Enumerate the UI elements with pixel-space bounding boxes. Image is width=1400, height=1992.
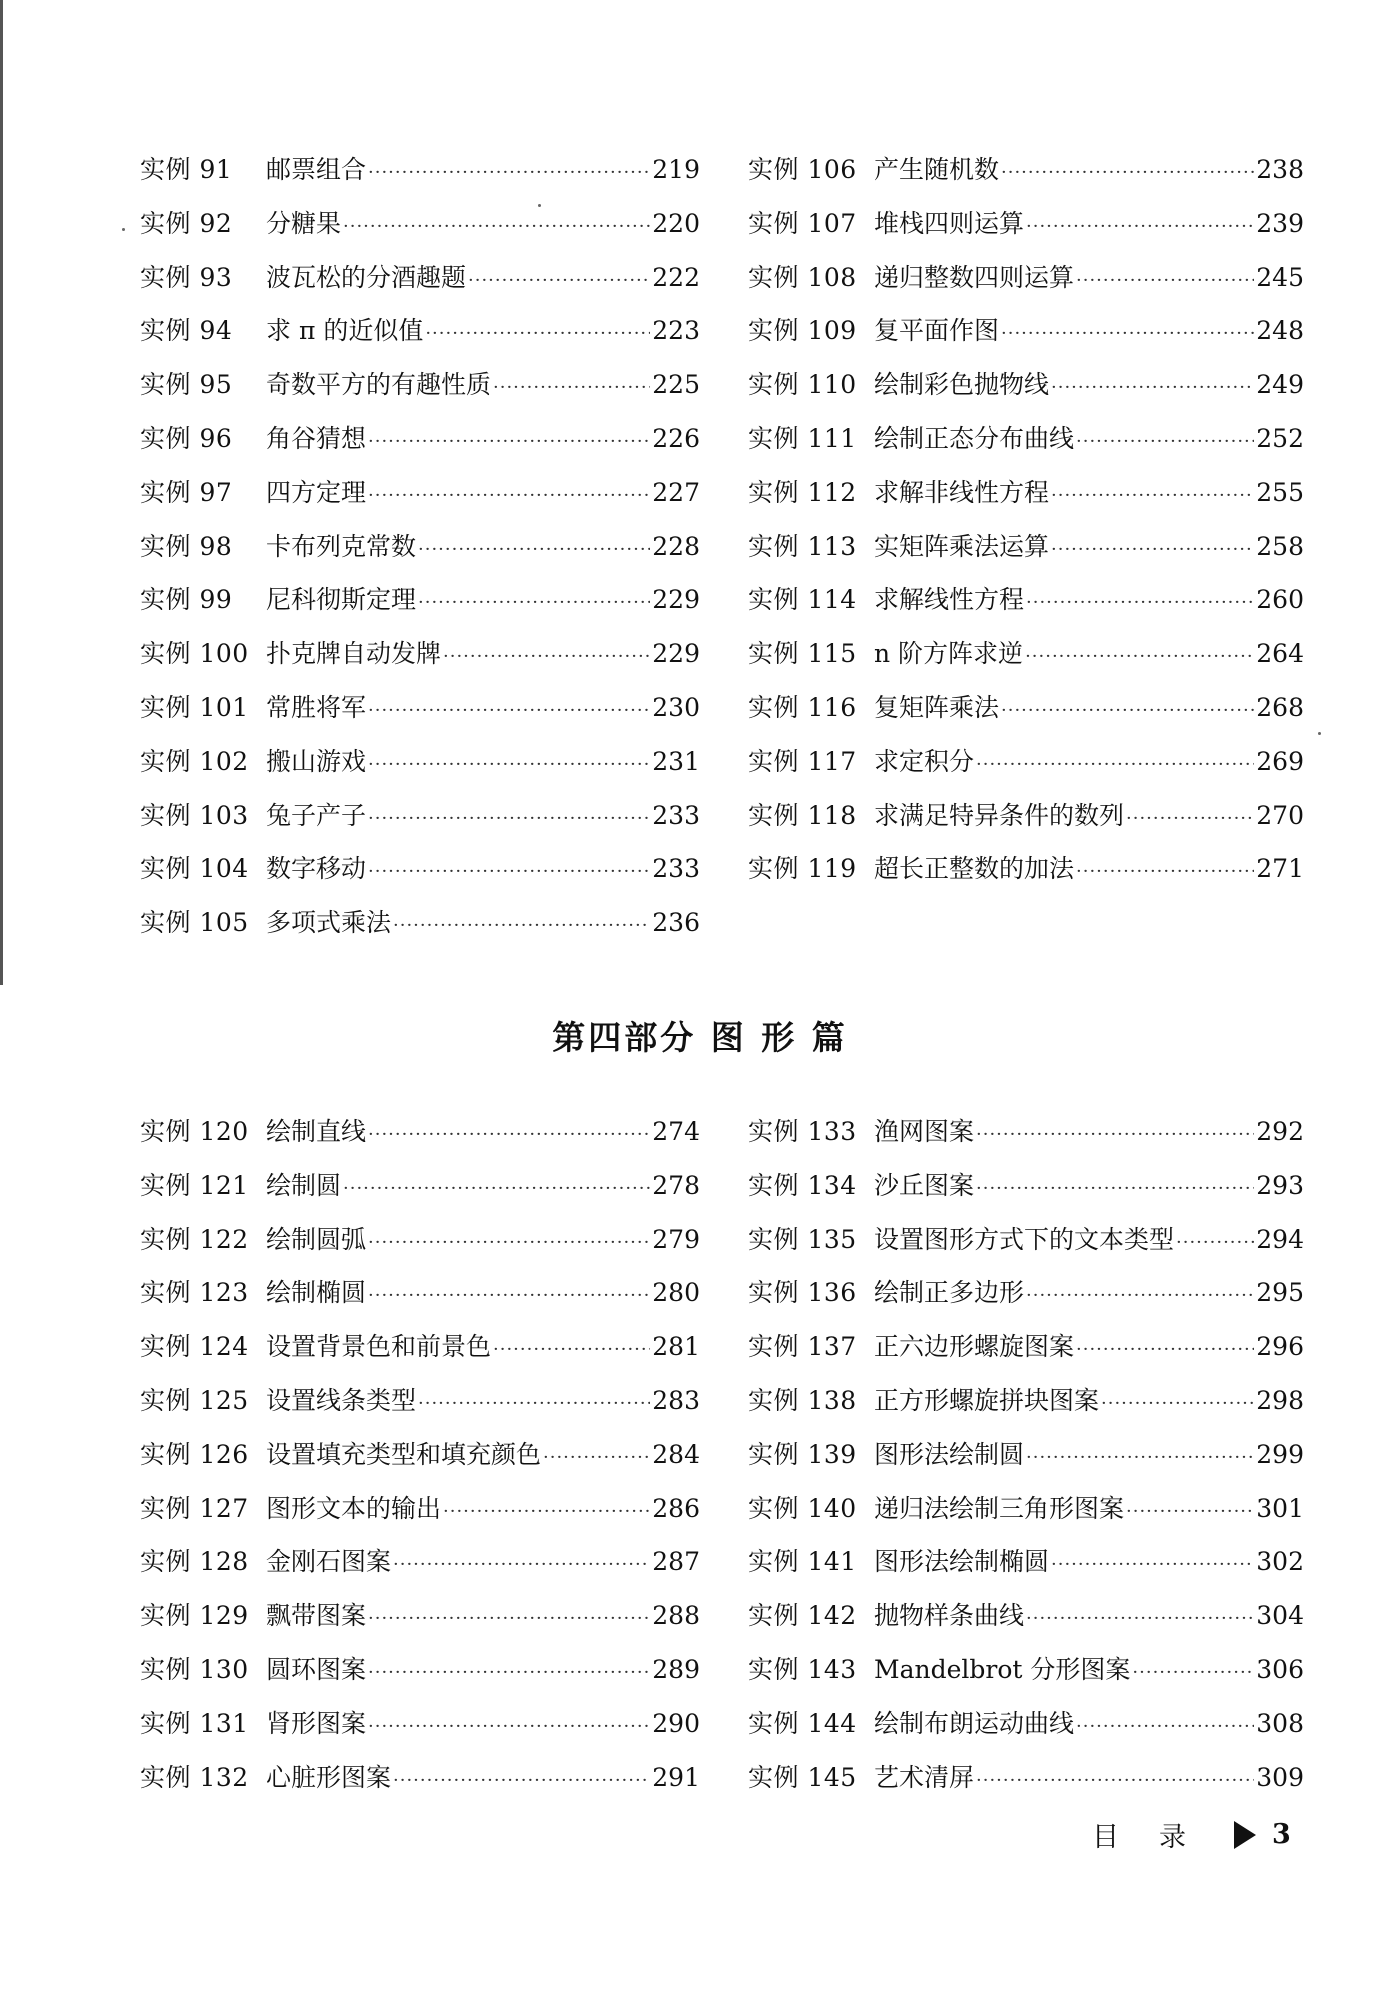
entry-page: 231	[652, 746, 700, 776]
entry-number: 实例 125	[140, 1385, 249, 1415]
entry-page: 278	[652, 1170, 700, 1200]
scan-speck	[1318, 732, 1321, 735]
entry-title: 渔网图案	[874, 1117, 975, 1146]
entry-number: 实例 101	[140, 692, 249, 722]
toc-entry[interactable]	[140, 1542, 700, 1596]
entry-title: 搬山游戏	[266, 746, 367, 776]
entry-page: 298	[1256, 1385, 1304, 1415]
toc-entry[interactable]	[140, 1435, 700, 1489]
entry-number: 实例 136	[748, 1278, 857, 1308]
leader-dots	[1026, 1447, 1254, 1468]
entry-number: 实例 130	[140, 1654, 249, 1684]
entry-page: 228	[652, 531, 700, 561]
entry-title: 金刚石图案	[266, 1547, 392, 1577]
leader-dots	[468, 270, 650, 291]
entry-number: 实例 92	[140, 208, 233, 238]
toc-column-left	[140, 1112, 700, 1811]
entry-page: 227	[652, 477, 700, 507]
entry-page: 271	[1256, 854, 1304, 884]
entry-title: 尼科彻斯定理	[266, 585, 417, 615]
toc-entry[interactable]	[748, 1650, 1304, 1704]
entry-title: 递归整数四则运算	[874, 262, 1075, 292]
scan-speck	[122, 228, 125, 231]
entry-title: 设置图形方式下的文本类型	[874, 1224, 1175, 1254]
entry-number: 实例 91	[140, 155, 233, 184]
leader-dots	[976, 1124, 1254, 1145]
entry-title: 扑克牌自动发牌	[266, 639, 442, 669]
leader-dots	[393, 915, 650, 936]
leader-dots	[976, 1178, 1254, 1199]
entry-number: 实例 120	[140, 1117, 249, 1146]
entry-title: 堆栈四则运算	[874, 208, 1025, 238]
leader-dots	[1076, 270, 1254, 291]
entry-title: 沙丘图案	[874, 1170, 975, 1200]
toc-entry[interactable]	[140, 1381, 700, 1435]
entry-number: 实例 109	[748, 316, 857, 346]
leader-dots	[393, 1554, 650, 1575]
leader-dots	[493, 1339, 650, 1360]
toc-entry[interactable]	[140, 688, 700, 742]
entry-page: 238	[1256, 155, 1304, 184]
leader-dots	[1076, 1339, 1254, 1360]
toc-entry[interactable]	[140, 1596, 700, 1650]
toc-entry[interactable]	[140, 742, 700, 796]
leader-dots	[368, 485, 650, 506]
toc-entry[interactable]	[748, 1758, 1304, 1812]
leader-dots	[1051, 539, 1254, 560]
leader-dots	[1025, 646, 1254, 667]
toc-entry[interactable]	[748, 1596, 1304, 1650]
toc-entry[interactable]	[748, 258, 1304, 312]
entry-page: 294	[1256, 1224, 1304, 1254]
entry-title: 递归法绘制三角形图案	[874, 1493, 1125, 1523]
leader-dots	[1126, 1501, 1254, 1522]
toc-entry[interactable]	[748, 365, 1304, 419]
toc-entry[interactable]	[140, 796, 700, 850]
entry-number: 实例 105	[140, 908, 249, 938]
entry-number: 实例 102	[140, 746, 249, 776]
entry-title: 分糖果	[266, 208, 342, 238]
entry-page: 223	[652, 316, 700, 346]
entry-title: 数字移动	[266, 854, 367, 884]
leader-dots	[368, 1124, 650, 1145]
toc-entry[interactable]	[748, 580, 1304, 634]
entry-title: 卡布列克常数	[266, 531, 417, 561]
toc-entry[interactable]	[140, 365, 700, 419]
entry-number: 实例 133	[748, 1117, 857, 1146]
entry-title: 圆环图案	[266, 1654, 367, 1684]
entry-title: 常胜将军	[266, 692, 367, 722]
leader-dots	[1051, 485, 1254, 506]
toc-entry[interactable]	[140, 849, 700, 903]
leader-dots	[418, 1393, 650, 1414]
toc-entry[interactable]	[140, 311, 700, 365]
toc-entry[interactable]	[748, 527, 1304, 581]
page-edge-rule	[0, 0, 3, 985]
entry-page: 308	[1256, 1708, 1304, 1738]
entry-page: 219	[652, 155, 700, 184]
entry-page: 289	[652, 1654, 700, 1684]
leader-dots	[368, 162, 650, 183]
entry-number: 实例 134	[748, 1170, 857, 1200]
entry-title: 绘制正多边形	[874, 1278, 1025, 1308]
leader-dots	[1076, 431, 1254, 452]
entry-title: 正方形螺旋拼块图案	[874, 1385, 1100, 1415]
toc-column-right	[748, 1112, 1304, 1811]
toc-entry[interactable]	[140, 1273, 700, 1327]
entry-number: 实例 128	[140, 1547, 249, 1577]
leader-dots	[368, 1608, 650, 1629]
page-number: 3	[1272, 1819, 1291, 1850]
entry-number: 实例 126	[140, 1439, 249, 1469]
entry-number: 实例 123	[140, 1278, 249, 1308]
entry-page: 229	[652, 585, 700, 615]
entry-title: 绘制圆弧	[266, 1224, 367, 1254]
toc-entry[interactable]	[748, 1435, 1304, 1489]
leader-dots	[1051, 1554, 1254, 1575]
entry-title: 求解非线性方程	[874, 477, 1050, 507]
leader-dots	[368, 1232, 650, 1253]
toc-column-right	[748, 150, 1304, 903]
entry-title: 超长正整数的加法	[874, 854, 1075, 884]
entry-page: 292	[1256, 1117, 1304, 1146]
leader-dots	[368, 1662, 650, 1683]
entry-title: 四方定理	[266, 477, 367, 507]
entry-number: 实例 100	[140, 639, 249, 669]
entry-number: 实例 138	[748, 1385, 857, 1415]
entry-page: 306	[1256, 1654, 1304, 1684]
entry-number: 实例 117	[748, 746, 857, 776]
toc-entry[interactable]	[140, 1758, 700, 1812]
entry-number: 实例 141	[748, 1547, 857, 1577]
toc-column-left	[140, 150, 700, 957]
entry-title: 绘制彩色抛物线	[874, 370, 1050, 400]
entry-number: 实例 98	[140, 531, 233, 561]
entry-number: 实例 145	[748, 1762, 857, 1792]
entry-number: 实例 121	[140, 1170, 249, 1200]
entry-title: 绘制椭圆	[266, 1278, 367, 1308]
toc-entry[interactable]	[748, 796, 1304, 850]
entry-page: 230	[652, 692, 700, 722]
entry-title: 求定积分	[874, 746, 975, 776]
toc-entry[interactable]	[748, 1220, 1304, 1274]
toc-entry[interactable]	[140, 1327, 700, 1381]
entry-number: 实例 111	[748, 423, 857, 453]
toc-entry[interactable]	[140, 204, 700, 258]
entry-number: 实例 110	[748, 370, 857, 400]
entry-number: 实例 107	[748, 208, 857, 238]
entry-page: 220	[652, 208, 700, 238]
entry-page: 299	[1256, 1439, 1304, 1469]
entry-title: 奇数平方的有趣性质	[266, 370, 492, 400]
entry-title: 求满足特异条件的数列	[874, 800, 1125, 830]
leader-dots	[543, 1447, 650, 1468]
entry-title: 邮票组合	[266, 155, 367, 184]
leader-dots	[368, 808, 650, 829]
entry-page: 252	[1256, 423, 1304, 453]
leader-dots	[368, 861, 650, 882]
leader-dots	[343, 1178, 650, 1199]
entry-number: 实例 97	[140, 477, 233, 507]
entry-page: 245	[1256, 262, 1304, 292]
entry-title: 波瓦松的分酒趣题	[266, 262, 467, 292]
leader-dots	[368, 700, 650, 721]
toc-entry[interactable]	[748, 1112, 1304, 1166]
leader-dots	[1051, 377, 1254, 398]
entry-number: 实例 96	[140, 423, 233, 453]
leader-dots	[976, 754, 1254, 775]
triangle-right-icon	[1234, 1821, 1256, 1849]
entry-number: 实例 93	[140, 262, 233, 292]
entry-title: 复平面作图	[874, 316, 1000, 346]
entry-page: 281	[652, 1332, 700, 1362]
leader-dots	[1126, 808, 1254, 829]
toc-entry[interactable]	[748, 204, 1304, 258]
entry-page: 284	[652, 1439, 700, 1469]
toc-entry[interactable]	[140, 1704, 700, 1758]
entry-page: 255	[1256, 477, 1304, 507]
entry-title: 复矩阵乘法	[874, 692, 1000, 722]
entry-title: 多项式乘法	[266, 908, 392, 938]
entry-page: 239	[1256, 208, 1304, 238]
entry-number: 实例 113	[748, 531, 857, 561]
entry-number: 实例 131	[140, 1708, 249, 1738]
entry-number: 实例 137	[748, 1332, 857, 1362]
toc-entry[interactable]	[140, 1650, 700, 1704]
entry-number: 实例 95	[140, 370, 233, 400]
entry-title: 肾形图案	[266, 1708, 367, 1738]
part-heading: 第四部分 图 形 篇	[552, 1018, 848, 1057]
entry-number: 实例 108	[748, 262, 857, 292]
entry-page: 264	[1256, 639, 1304, 669]
leader-dots	[418, 539, 650, 560]
entry-title: 心脏形图案	[266, 1762, 392, 1792]
leader-dots	[1001, 162, 1254, 183]
entry-page: 283	[652, 1385, 700, 1415]
leader-dots	[343, 216, 650, 237]
entry-page: 225	[652, 370, 700, 400]
leader-dots	[368, 1285, 650, 1306]
entry-page: 291	[652, 1762, 700, 1792]
page-footer	[1092, 1815, 1291, 1854]
entry-page: 295	[1256, 1278, 1304, 1308]
entry-title: n 阶方阵求逆	[874, 639, 1024, 669]
toc-entry[interactable]	[748, 419, 1304, 473]
entry-page: 296	[1256, 1332, 1304, 1362]
toc-entry[interactable]	[748, 1273, 1304, 1327]
toc-entry[interactable]	[140, 634, 700, 688]
entry-page: 302	[1256, 1547, 1304, 1577]
toc-entry[interactable]	[748, 473, 1304, 527]
entry-page: 260	[1256, 585, 1304, 615]
leader-dots	[1026, 216, 1254, 237]
leader-dots	[368, 1716, 650, 1737]
entry-title: 艺术清屏	[874, 1762, 975, 1792]
entry-title: 求解线性方程	[874, 585, 1025, 615]
entry-number: 实例 114	[748, 585, 857, 615]
toc-entry[interactable]	[140, 150, 700, 204]
leader-dots	[1026, 1608, 1254, 1629]
entry-title: 产生随机数	[874, 155, 1000, 184]
entry-title: 设置线条类型	[266, 1385, 417, 1415]
entry-title: 设置填充类型和填充颜色	[266, 1439, 542, 1469]
entry-number: 实例 118	[748, 800, 857, 830]
leader-dots	[976, 1770, 1254, 1791]
entry-title: 正六边形螺旋图案	[874, 1332, 1075, 1362]
leader-dots	[443, 646, 650, 667]
entry-number: 实例 129	[140, 1601, 249, 1631]
entry-title: 绘制正态分布曲线	[874, 423, 1075, 453]
footer-label: 目录	[1092, 1822, 1226, 1853]
leader-dots	[1101, 1393, 1254, 1414]
entry-number: 实例 104	[140, 854, 249, 884]
entry-title: 抛物样条曲线	[874, 1601, 1025, 1631]
entry-number: 实例 135	[748, 1224, 857, 1254]
entry-title: 绘制布朗运动曲线	[874, 1708, 1075, 1738]
leader-dots	[368, 431, 650, 452]
entry-page: 279	[652, 1224, 700, 1254]
entry-page: 274	[652, 1117, 700, 1146]
entry-page: 280	[652, 1278, 700, 1308]
toc-entry[interactable]	[748, 1381, 1304, 1435]
entry-title: 角谷猜想	[266, 423, 367, 453]
entry-number: 实例 103	[140, 800, 249, 830]
entry-title: 飘带图案	[266, 1601, 367, 1631]
leader-dots	[1026, 1285, 1254, 1306]
entry-page: 288	[652, 1601, 700, 1631]
toc-entry[interactable]	[748, 634, 1304, 688]
leader-dots	[443, 1501, 650, 1522]
toc-entry[interactable]	[140, 1220, 700, 1274]
leader-dots	[368, 754, 650, 775]
entry-page: 301	[1256, 1493, 1304, 1523]
entry-title: 实矩阵乘法运算	[874, 531, 1050, 561]
entry-number: 实例 106	[748, 155, 857, 184]
leader-dots	[1076, 861, 1254, 882]
leader-dots	[1132, 1662, 1254, 1683]
toc-entry[interactable]	[748, 1704, 1304, 1758]
entry-number: 实例 143	[748, 1654, 857, 1684]
toc-entry[interactable]	[748, 1327, 1304, 1381]
toc-entry[interactable]	[140, 1166, 700, 1220]
entry-title: 图形文本的输出	[266, 1493, 442, 1523]
entry-number: 实例 119	[748, 854, 857, 884]
entry-title: 绘制圆	[266, 1170, 342, 1200]
entry-title: 求 π 的近似值	[266, 316, 424, 346]
entry-page: 309	[1256, 1762, 1304, 1792]
entry-number: 实例 122	[140, 1224, 249, 1254]
leader-dots	[1001, 323, 1254, 344]
entry-page: 236	[652, 908, 700, 938]
toc-entry[interactable]	[140, 903, 700, 957]
entry-page: 229	[652, 639, 700, 669]
entry-number: 实例 127	[140, 1493, 249, 1523]
toc-entry[interactable]	[140, 580, 700, 634]
entry-title: 设置背景色和前景色	[266, 1332, 492, 1362]
toc-entry[interactable]	[748, 1166, 1304, 1220]
toc-entry[interactable]	[748, 849, 1304, 903]
entry-number: 实例 140	[748, 1493, 857, 1523]
toc-entry[interactable]	[748, 1542, 1304, 1596]
entry-title: 图形法绘制圆	[874, 1439, 1025, 1469]
entry-page: 286	[652, 1493, 700, 1523]
toc-entry[interactable]	[140, 527, 700, 581]
entry-page: 222	[652, 262, 700, 292]
entry-page: 270	[1256, 800, 1304, 830]
leader-dots	[1001, 700, 1254, 721]
entry-number: 实例 144	[748, 1708, 857, 1738]
toc-entry[interactable]	[748, 311, 1304, 365]
entry-page: 249	[1256, 370, 1304, 400]
entry-title: 兔子产子	[266, 800, 367, 830]
entry-page: 269	[1256, 746, 1304, 776]
entry-page: 258	[1256, 531, 1304, 561]
leader-dots	[493, 377, 650, 398]
entry-number: 实例 139	[748, 1439, 857, 1469]
entry-number: 实例 142	[748, 1601, 857, 1631]
entry-number: 实例 116	[748, 692, 857, 722]
toc-entry[interactable]	[140, 258, 700, 312]
toc-entry[interactable]	[748, 688, 1304, 742]
toc-entry[interactable]	[140, 1489, 700, 1543]
entry-number: 实例 124	[140, 1332, 249, 1362]
toc-entry[interactable]	[748, 742, 1304, 796]
toc-entry[interactable]	[140, 419, 700, 473]
leader-dots	[393, 1770, 650, 1791]
entry-title: Mandelbrot 分形图案	[874, 1654, 1131, 1684]
entry-page: 226	[652, 423, 700, 453]
leader-dots	[1176, 1232, 1254, 1253]
toc-entry[interactable]	[748, 1489, 1304, 1543]
entry-title: 绘制直线	[266, 1117, 367, 1146]
leader-dots	[1076, 1716, 1254, 1737]
entry-page: 290	[652, 1708, 700, 1738]
toc-entry[interactable]	[140, 473, 700, 527]
entry-title: 图形法绘制椭圆	[874, 1547, 1050, 1577]
entry-number: 实例 132	[140, 1762, 249, 1792]
entry-page: 233	[652, 854, 700, 884]
leader-dots	[1026, 592, 1254, 613]
entry-page: 248	[1256, 316, 1304, 346]
entry-number: 实例 94	[140, 316, 233, 346]
toc-entry[interactable]	[748, 150, 1304, 204]
entry-number: 实例 112	[748, 477, 857, 507]
entry-page: 293	[1256, 1170, 1304, 1200]
entry-number: 实例 99	[140, 585, 233, 615]
entry-number: 实例 115	[748, 639, 857, 669]
leader-dots	[418, 592, 650, 613]
entry-page: 304	[1256, 1601, 1304, 1631]
leader-dots	[425, 323, 650, 344]
toc-entry[interactable]	[140, 1112, 700, 1166]
entry-page: 287	[652, 1547, 700, 1577]
entry-page: 233	[652, 800, 700, 830]
entry-page: 268	[1256, 692, 1304, 722]
